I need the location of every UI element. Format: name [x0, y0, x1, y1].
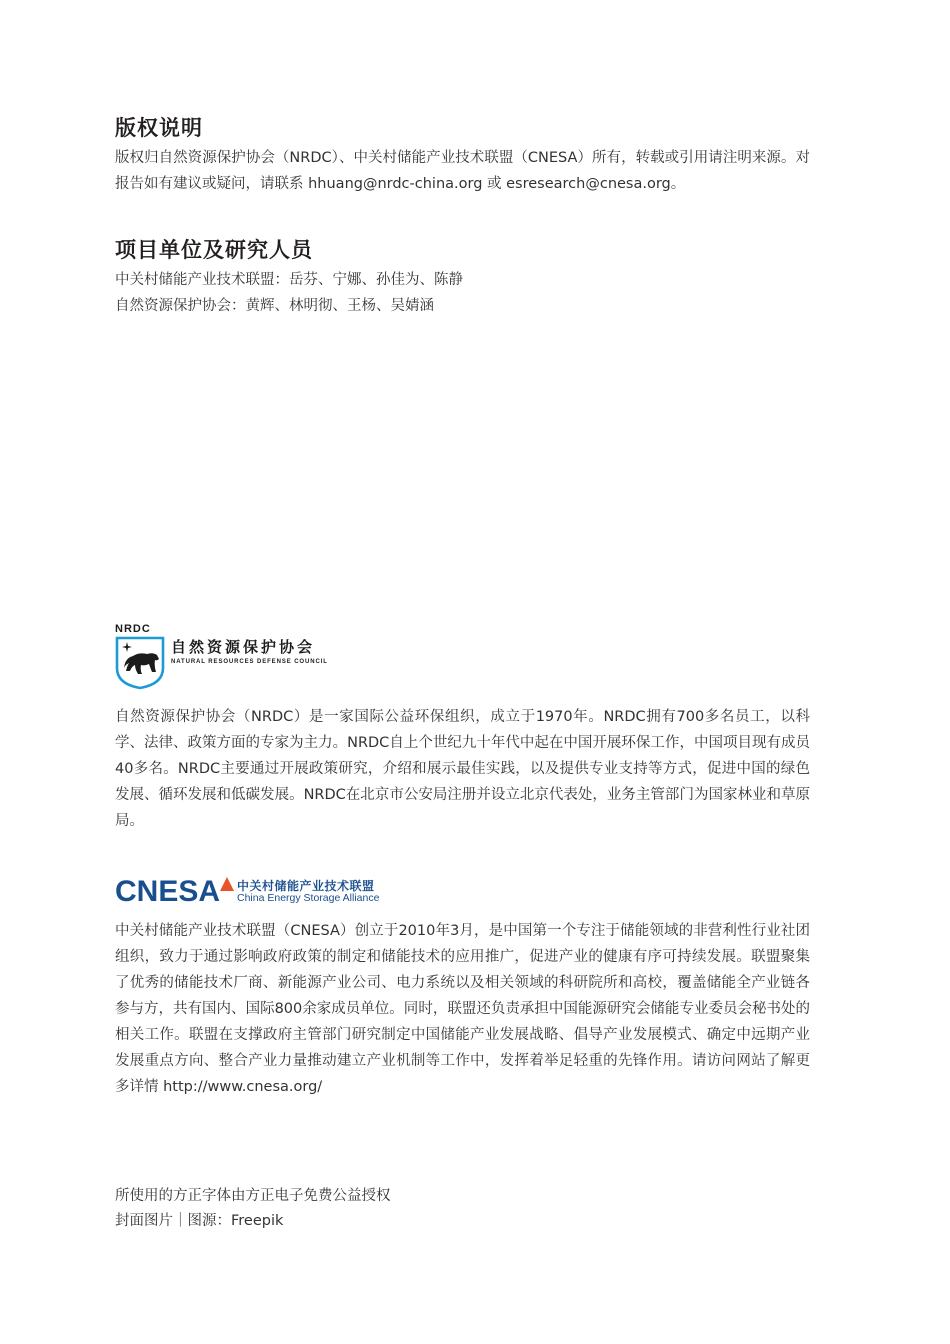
nrdc-description: 自然资源保护协会（NRDC）是一家国际公益环保组织，成立于1970年。NRDC拥有700多名员工，以科学、法律、政策方面的专家为主力。NRDC自上个世纪九十年代中起在中国开展环保工作，中国项目现有成员40多名。NRDC主要通过开展政策研究，介绍和展示最佳实践，以及提供专业支持等方式，促进中国的绿色发展、循环发展和低碳发展。NRDC在北京市公安局注册并设立北京代表处，业务主管部门为国家林业和草原局。: [115, 709, 810, 829]
cnesa-logo-cn: 中关村储能产业技术联盟: [237, 879, 375, 893]
nrdc-logo-abbr: NRDC: [115, 623, 151, 635]
nrdc-description-block: [115, 704, 810, 834]
cnesa-logo-word: CNESA: [115, 875, 221, 908]
cnesa-accent-icon: [220, 877, 234, 891]
font-license-note: 所使用的方正字体由方正电子免费公益授权: [115, 1188, 391, 1204]
copyright-body: 版权归自然资源保护协会（NRDC）、中关村储能产业技术联盟（CNESA）所有，转载或引用请注明来源。对报告如有建议或疑问，请联系 hhuang@nrdc-china.org 或 esresearch@cnesa.org。: [115, 150, 810, 192]
cnesa-description: 中关村储能产业技术联盟（CNESA）创立于2010年3月，是中国第一个专注于储能领域的非营利性行业社团组织，致力于通过影响政府政策的制定和储能技术的应用推广，促进产业的健康有序可持续发展。联盟聚集了优秀的储能技术厂商、新能源产业公司、电力系统以及相关领域的科研院所和高校，覆盖储能全产业链各参与方，共有国内、国际800余家成员单位。同时，联盟还负责承担中国能源研究会储能专业委员会秘书处的相关工作。联盟在支撑政府主管部门研究制定中国储能产业发展战略、倡导产业发展模式、确定中远期产业发展重点方向、整合产业力量推动建立产业机制等工作中，发挥着举足轻重的先锋作用。请访问网站了解更多详情 http://www.cnesa.org/: [115, 923, 810, 1095]
footer: [115, 1184, 810, 1234]
nrdc-shield-icon: [115, 622, 167, 690]
copyright-body-block: [115, 145, 810, 197]
team-heading: 项目单位及研究人员: [115, 238, 313, 262]
team-list: [115, 267, 810, 319]
copyright-heading: 版权说明: [115, 116, 203, 140]
cnesa-description-block: [115, 918, 810, 1100]
nrdc-logo-en: NATURAL RESOURCES DEFENSE COUNCIL: [171, 659, 328, 665]
team-section: [115, 234, 810, 264]
nrdc-logo: [115, 622, 345, 690]
team-line-nrdc: 自然资源保护协会：黄辉、林明彻、王杨、吴婧涵: [115, 298, 434, 314]
nrdc-logo-cn: 自然资源保护协会: [171, 638, 316, 656]
cnesa-logo-en: China Energy Storage Alliance: [237, 892, 380, 904]
team-line-cnesa: 中关村储能产业技术联盟：岳芬、宁娜、孙佳为、陈静: [115, 272, 463, 288]
copyright-section: [115, 112, 810, 142]
cnesa-logo: [115, 875, 405, 909]
cover-image-credit: 封面图片｜图源：Freepik: [115, 1213, 284, 1229]
